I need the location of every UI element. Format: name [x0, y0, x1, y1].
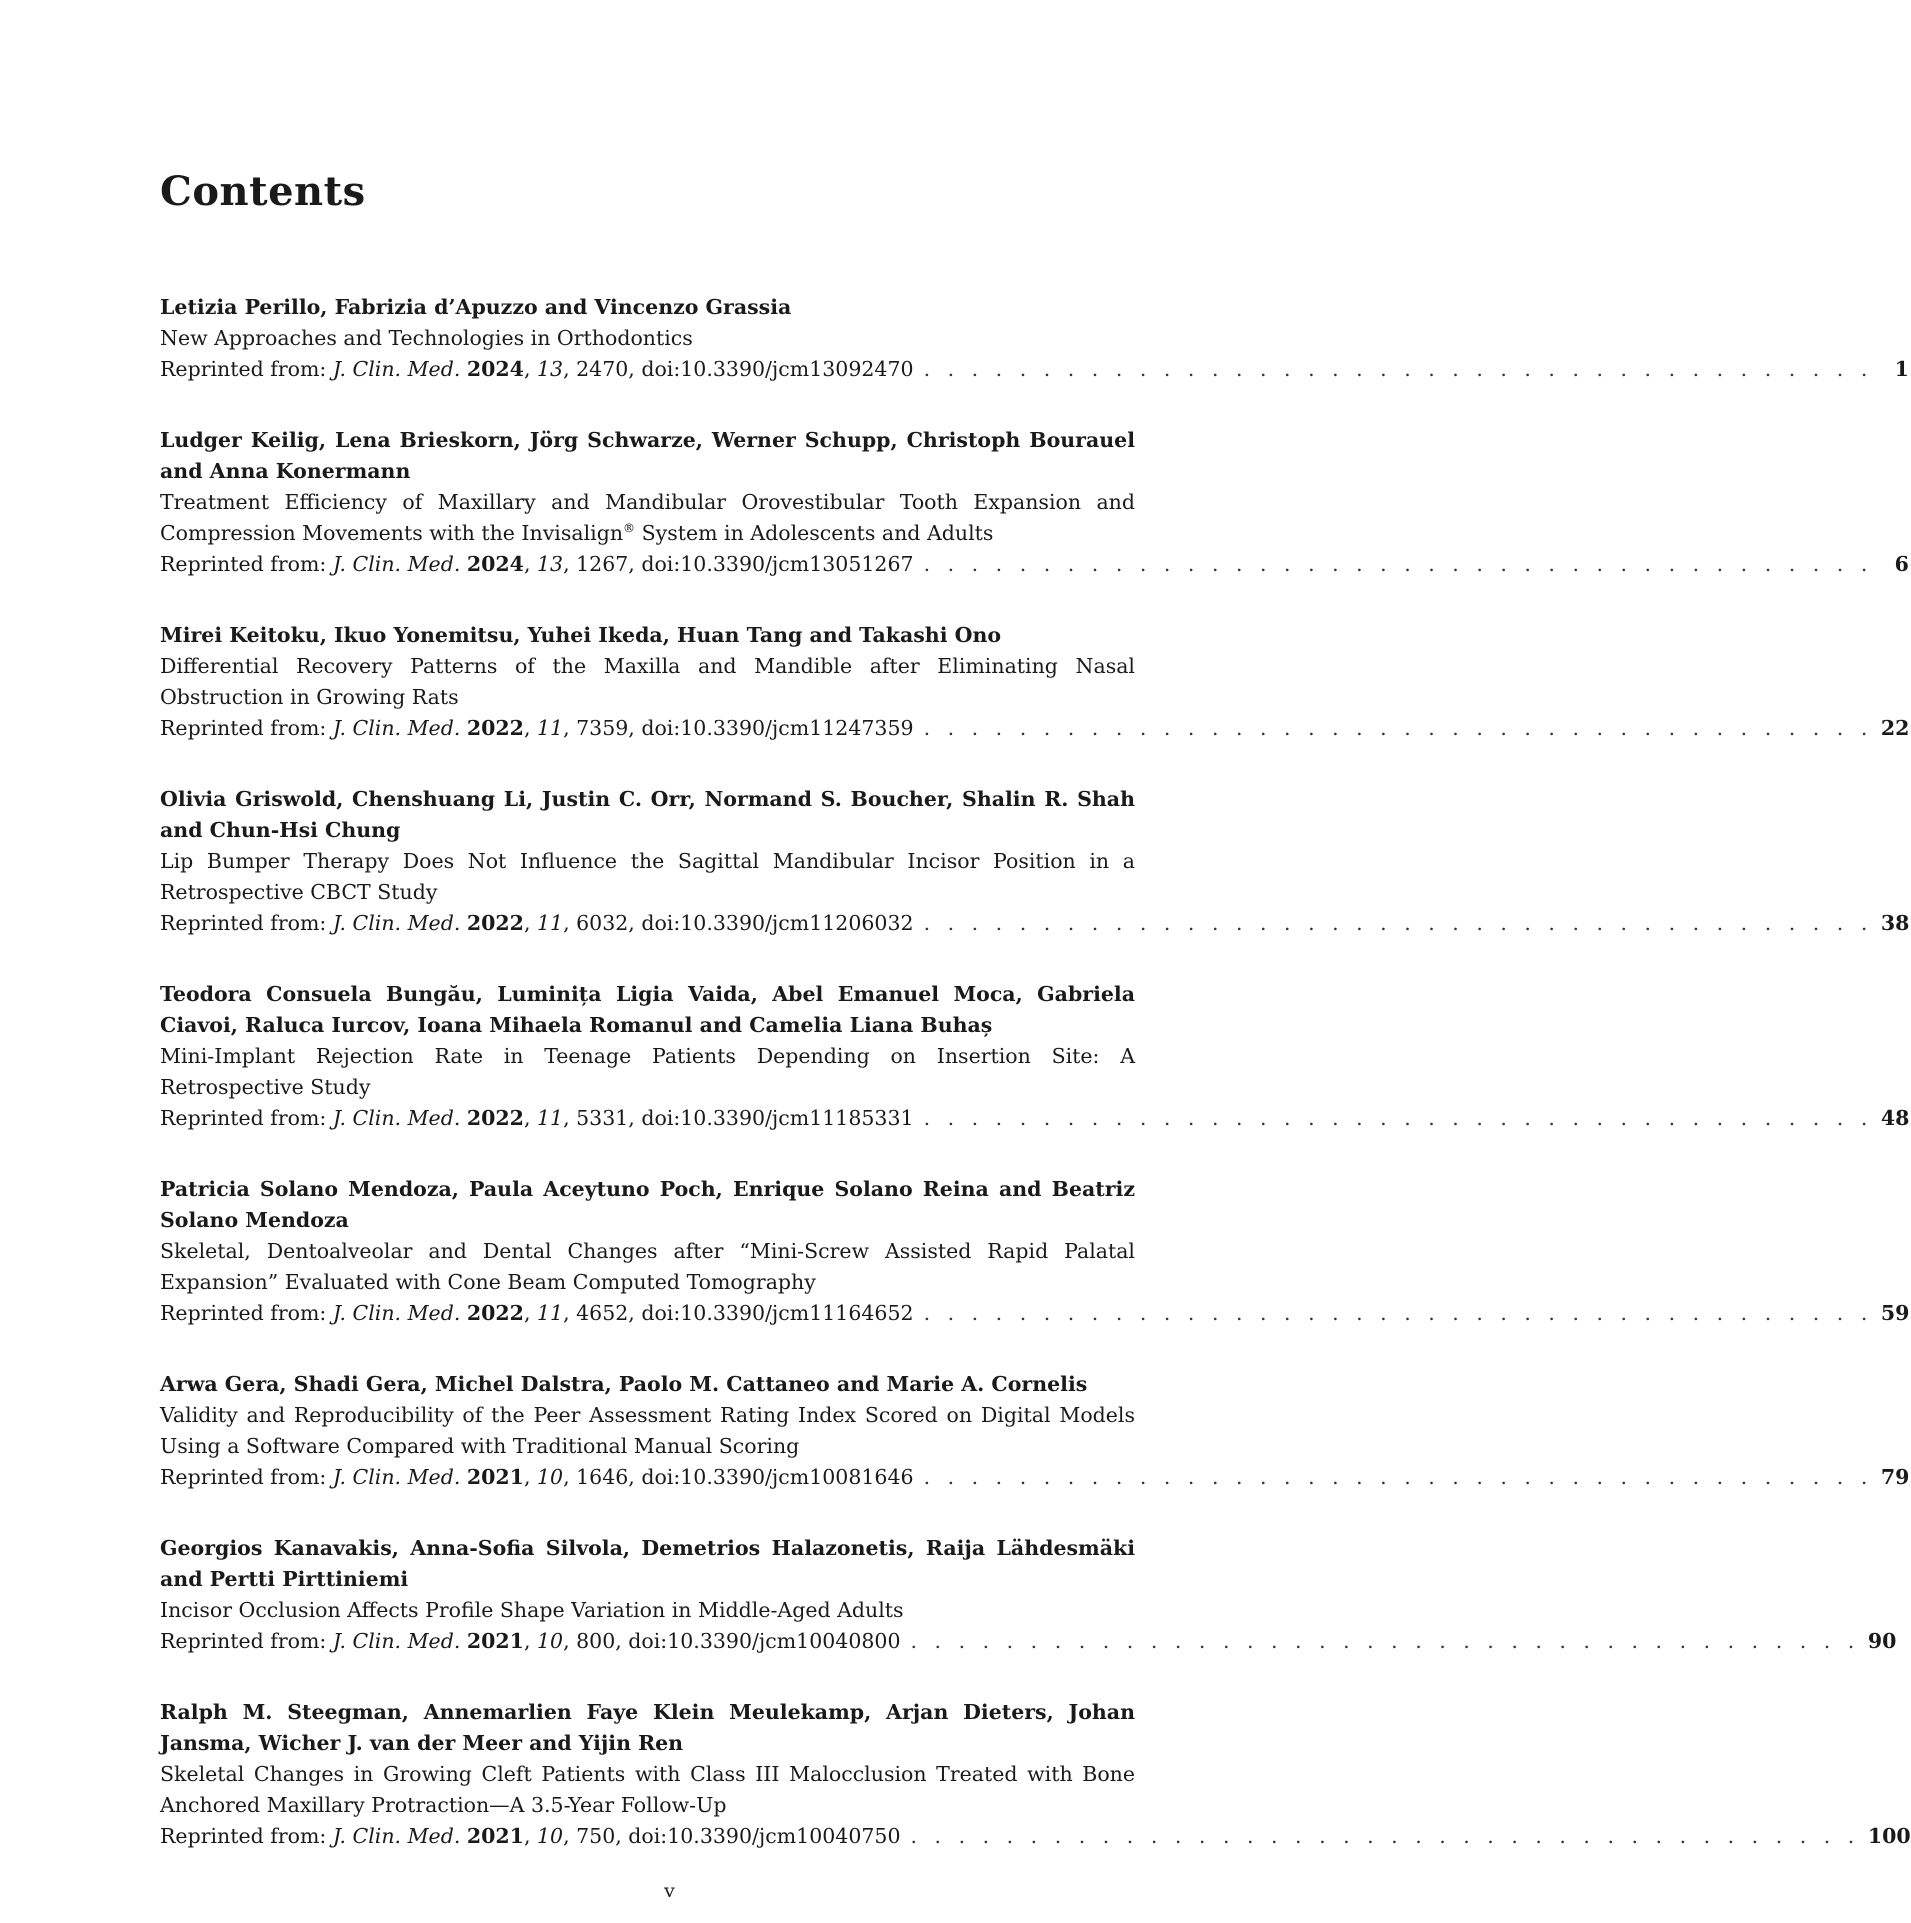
toc-entry [160, 1533, 1897, 1657]
pub-volume: 11 [536, 1301, 564, 1325]
page-number: 90 [1867, 1629, 1897, 1653]
toc-entry [160, 1369, 1910, 1493]
page-number: 22 [1880, 716, 1910, 740]
entry-authors: Mirei Keitoku, Ikuo Yonemitsu, Yuhei Ikeda, Huan Tang and Takashi Ono [160, 623, 1002, 647]
entry-title: Skeletal, Dentoalveolar and Dental Changes after “Mini-Screw Assisted Rapid Palatal Expansion” Evaluated with Cone Beam Computed Tomography [160, 1239, 1135, 1294]
pub-volume: 11 [536, 911, 564, 935]
reprint-prefix: Reprinted from: [160, 1629, 327, 1653]
leader-dots: . . . . . . . . . . . . . . . . . . . . . . . . . . . . . . . . . . . . . . . . [910, 1824, 1860, 1848]
pub-year: 2021 [466, 1465, 524, 1489]
entry-authors: Georgios Kanavakis, Anna-Sofia Silvola, Demetrios Halazonetis, Raija Lähdesmäki and Pertti Pirttiniemi [160, 1536, 1135, 1591]
entry-authors: Ludger Keilig, Lena Brieskorn, Jörg Schwarze, Werner Schupp, Christoph Bourauel and Anna Konermann [160, 428, 1135, 483]
reprint-prefix: Reprinted from: [160, 1301, 327, 1325]
journal-name: J. Clin. Med. [332, 552, 461, 576]
pub-year: 2022 [466, 1106, 524, 1130]
entry-reprint-line: Reprinted from: J. Clin. Med. 2022 , 11 , 4652, doi:10.3390/jcm11164652 . . . . . . . . . . . . . . . . . . . . . . . . . . . . . . . . . . . . . . . . 59 [160, 1298, 1190, 1329]
page-number: 48 [1880, 1106, 1910, 1130]
pub-year: 2022 [466, 716, 524, 740]
entry-reprint-line: Reprinted from: J. Clin. Med. 2024 , 13 , 1267, doi:10.3390/jcm13051267 . . . . . . . . . . . . . . . . . . . . . . . . . . . . . . . . . . . . . . . . 6 [160, 549, 1190, 580]
journal-name: J. Clin. Med. [332, 1465, 461, 1489]
entry-title: New Approaches and Technologies in Orthodontics [160, 326, 693, 350]
page-number: 6 [1894, 552, 1909, 576]
journal-name: J. Clin. Med. [332, 716, 461, 740]
article-doi: 800, doi:10.3390/jcm10040800 [576, 1629, 901, 1653]
pub-volume: 10 [536, 1465, 564, 1489]
entry-title: Validity and Reproducibility of the Peer Assessment Rating Index Scored on Digital Models Using a Software Compared with Traditional Manual Scoring [160, 1403, 1135, 1458]
toc-list [160, 292, 1911, 1852]
page-number: 100 [1867, 1824, 1911, 1848]
entry-reprint-line: Reprinted from: J. Clin. Med. 2022 , 11 , 6032, doi:10.3390/jcm11206032 . . . . . . . . . . . . . . . . . . . . . . . . . . . . . . . . . . . . . . . . 38 [160, 908, 1190, 939]
reprint-prefix: Reprinted from: [160, 357, 327, 381]
leader-dots: . . . . . . . . . . . . . . . . . . . . . . . . . . . . . . . . . . . . . . . . [923, 716, 1873, 740]
entry-reprint-line: Reprinted from: J. Clin. Med. 2024 , 13 , 2470, doi:10.3390/jcm13092470 . . . . . . . . . . . . . . . . . . . . . . . . . . . . . . . . . . . . . . . . 1 [160, 354, 1190, 385]
entry-title [160, 487, 1135, 549]
journal-name: J. Clin. Med. [332, 1824, 461, 1848]
entry-title: Differential Recovery Patterns of the Maxilla and Mandible after Eliminating Nasal Obstruction in Growing Rats [160, 654, 1135, 709]
toc-entry [160, 425, 1909, 580]
page-number: 38 [1880, 911, 1910, 935]
journal-name: J. Clin. Med. [332, 911, 461, 935]
entry-title-part: Treatment Efficiency of Maxillary and Mandibular Orovestibular Tooth Expansion and Compression Movements with the Invisalign [160, 490, 1135, 545]
leader-dots: . . . . . . . . . . . . . . . . . . . . . . . . . . . . . . . . . . . . . . . . [923, 357, 1873, 381]
article-doi: 1267, doi:10.3390/jcm13051267 [576, 552, 914, 576]
entry-title: Mini-Implant Rejection Rate in Teenage Patients Depending on Insertion Site: A Retrospective Study [160, 1044, 1135, 1099]
entry-reprint-line: Reprinted from: J. Clin. Med. 2021 , 10 , 750, doi:10.3390/jcm10040750 . . . . . . . . . . . . . . . . . . . . . . . . . . . . . . . . . . . . . . . . 100 [160, 1821, 1190, 1852]
page-number: 59 [1880, 1301, 1910, 1325]
toc-entry [160, 1174, 1910, 1329]
entry-authors: Olivia Griswold, Chenshuang Li, Justin C. Orr, Normand S. Boucher, Shalin R. Shah and Chun-Hsi Chung [160, 787, 1135, 842]
journal-name: J. Clin. Med. [332, 1629, 461, 1653]
reprint-prefix: Reprinted from: [160, 1106, 327, 1130]
entry-authors: Arwa Gera, Shadi Gera, Michel Dalstra, Paolo M. Cattaneo and Marie A. Cornelis [160, 1372, 1088, 1396]
article-doi: 750, doi:10.3390/jcm10040750 [576, 1824, 901, 1848]
leader-dots: . . . . . . . . . . . . . . . . . . . . . . . . . . . . . . . . . . . . . . . . [910, 1629, 1860, 1653]
pub-year: 2024 [466, 552, 524, 576]
page-title: Contents [160, 168, 366, 215]
reprint-prefix: Reprinted from: [160, 911, 327, 935]
toc-entry [160, 979, 1910, 1134]
article-doi: 6032, doi:10.3390/jcm11206032 [576, 911, 914, 935]
pub-volume: 13 [536, 357, 564, 381]
entry-reprint-line: Reprinted from: J. Clin. Med. 2021 , 10 , 1646, doi:10.3390/jcm10081646 . . . . . . . . . . . . . . . . . . . . . . . . . . . . . . . . . . . . . . . . 79 [160, 1462, 1190, 1493]
entry-title-part: System in Adolescents and Adults [635, 521, 994, 545]
registered-mark: ® [623, 521, 636, 536]
pub-year: 2021 [466, 1824, 524, 1848]
entry-reprint-line: Reprinted from: J. Clin. Med. 2021 , 10 , 800, doi:10.3390/jcm10040800 . . . . . . . . . . . . . . . . . . . . . . . . . . . . . . . . . . . . . . . . 90 [160, 1626, 1190, 1657]
pub-year: 2024 [466, 357, 524, 381]
page-number: 1 [1894, 357, 1909, 381]
pub-year: 2022 [466, 1301, 524, 1325]
entry-title: Lip Bumper Therapy Does Not Influence the Sagittal Mandibular Incisor Position in a Retrospective CBCT Study [160, 849, 1135, 904]
page-number: 79 [1880, 1465, 1910, 1489]
pub-volume: 11 [536, 716, 564, 740]
journal-name: J. Clin. Med. [332, 1106, 461, 1130]
toc-entry [160, 292, 1909, 385]
reprint-prefix: Reprinted from: [160, 552, 327, 576]
pub-volume: 10 [536, 1824, 564, 1848]
journal-name: J. Clin. Med. [332, 1301, 461, 1325]
article-doi: 7359, doi:10.3390/jcm11247359 [576, 716, 914, 740]
entry-authors: Teodora Consuela Bungău, Luminița Ligia Vaida, Abel Emanuel Moca, Gabriela Ciavoi, Raluca Iurcov, Ioana Mihaela Romanul and Camelia Liana Buhaș [160, 982, 1135, 1037]
article-doi: 4652, doi:10.3390/jcm11164652 [576, 1301, 914, 1325]
journal-name: J. Clin. Med. [332, 357, 461, 381]
pub-year: 2022 [466, 911, 524, 935]
leader-dots: . . . . . . . . . . . . . . . . . . . . . . . . . . . . . . . . . . . . . . . . [923, 1301, 1873, 1325]
article-doi: 2470, doi:10.3390/jcm13092470 [576, 357, 914, 381]
toc-entry [160, 784, 1910, 939]
pub-volume: 10 [536, 1629, 564, 1653]
entry-title: Incisor Occlusion Affects Profile Shape Variation in Middle-Aged Adults [160, 1598, 904, 1622]
reprint-prefix: Reprinted from: [160, 1465, 327, 1489]
toc-entry [160, 620, 1910, 744]
entry-authors: Letizia Perillo, Fabrizia d’Apuzzo and Vincenzo Grassia [160, 295, 792, 319]
article-doi: 5331, doi:10.3390/jcm11185331 [576, 1106, 914, 1130]
leader-dots: . . . . . . . . . . . . . . . . . . . . . . . . . . . . . . . . . . . . . . . . [923, 1465, 1873, 1489]
entry-authors: Patricia Solano Mendoza, Paula Aceytuno Poch, Enrique Solano Reina and Beatriz Solano Mendoza [160, 1177, 1135, 1232]
leader-dots: . . . . . . . . . . . . . . . . . . . . . . . . . . . . . . . . . . . . . . . . [923, 552, 1873, 576]
pub-volume: 13 [536, 552, 564, 576]
toc-entry [160, 1697, 1911, 1852]
reprint-prefix: Reprinted from: [160, 716, 327, 740]
pub-volume: 11 [536, 1106, 564, 1130]
entry-title: Skeletal Changes in Growing Cleft Patients with Class III Malocclusion Treated with Bone Anchored Maxillary Protraction—A 3.5-Year Follow-Up [160, 1762, 1135, 1817]
entry-reprint-line: Reprinted from: J. Clin. Med. 2022 , 11 , 7359, doi:10.3390/jcm11247359 . . . . . . . . . . . . . . . . . . . . . . . . . . . . . . . . . . . . . . . . 22 [160, 713, 1190, 744]
entry-authors: Ralph M. Steegman, Annemarlien Faye Klein Meulekamp, Arjan Dieters, Johan Jansma, Wicher J. van der Meer and Yijin Ren [160, 1700, 1135, 1755]
pub-year: 2021 [466, 1629, 524, 1653]
leader-dots: . . . . . . . . . . . . . . . . . . . . . . . . . . . . . . . . . . . . . . . . [923, 1106, 1873, 1130]
leader-dots: . . . . . . . . . . . . . . . . . . . . . . . . . . . . . . . . . . . . . . . . [923, 911, 1873, 935]
reprint-prefix: Reprinted from: [160, 1824, 327, 1848]
entry-reprint-line: Reprinted from: J. Clin. Med. 2022 , 11 , 5331, doi:10.3390/jcm11185331 . . . . . . . . . . . . . . . . . . . . . . . . . . . . . . . . . . . . . . . . 48 [160, 1103, 1190, 1134]
page-footer-number: v [664, 1880, 675, 1902]
article-doi: 1646, doi:10.3390/jcm10081646 [576, 1465, 914, 1489]
